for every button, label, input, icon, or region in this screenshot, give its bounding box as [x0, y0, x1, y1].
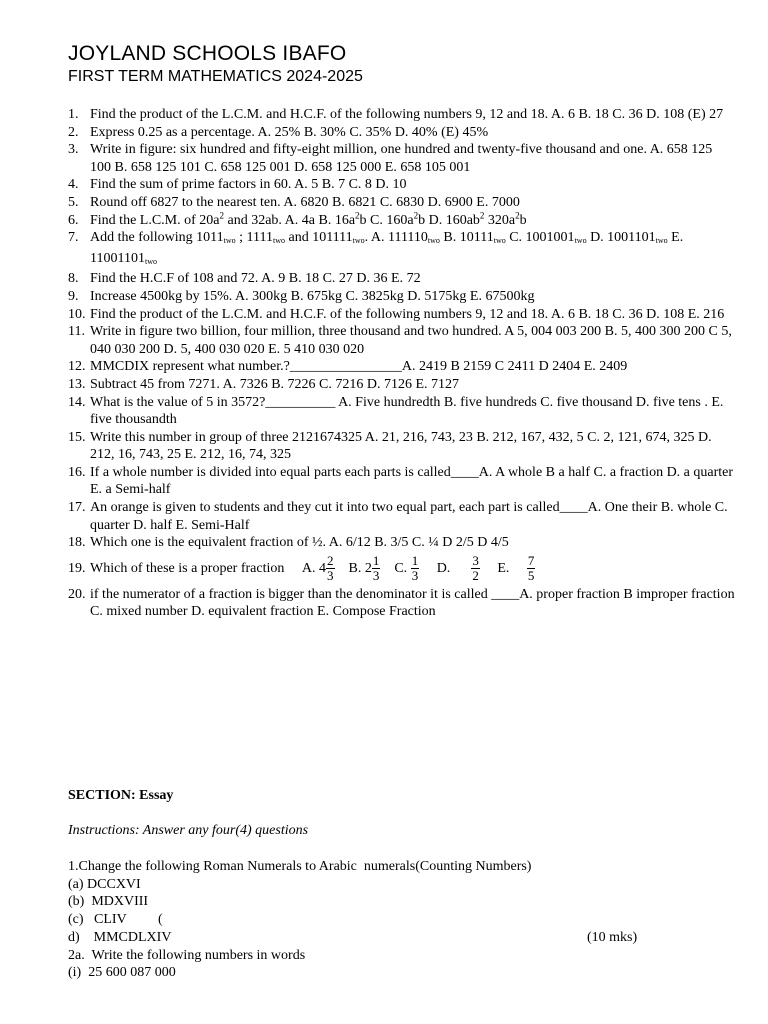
fraction-option-a: $\frac{2}{3}$	[327, 553, 334, 584]
essay-line: (i) 25 600 087 000	[68, 965, 176, 981]
question-2: 2. Express 0.25 as a percentage. A. 25% B. 30% C. 35% D. 40% (E) 45%	[68, 124, 489, 140]
essay-line: (c) CLIV (	[68, 912, 163, 928]
instructions: Instructions: Answer any four(4) questions	[68, 823, 309, 838]
question-8: 8. Find the H.C.F of 108 and 72. A. 9 B. 18 C. 27 D. 36 E. 72	[68, 271, 421, 287]
question-14: 14. What is the value of 5 in 3572?__________ A. Five hundredth B. five hundreds C. five thousand D. five tens . E. five thousandth	[68, 394, 724, 428]
fraction-option-d: $\frac{3}{2}$	[472, 553, 479, 584]
question-6: 6. Find the L.C.M. of $20a^2$ and 32ab. A. 4a B. $16a^2b$ C. $160a^2b$ D. $160ab^2$ $320a^2b$	[68, 209, 527, 228]
question-18: 18. Which one is the equivalent fraction of ½. A. 6/12 B. 3/5 C. ¼ D 2/5 D 4/5	[68, 535, 509, 551]
question-1: 1. Find the product of the L.C.M. and H.C.F. of the following numbers 9, 12 and 18. A. 6 B. 18 C. 36 D. 108 (E) 27	[68, 107, 724, 122]
question-16: 16. If a whole number is divided into equal parts each parts is called____A. A whole B a half C. a fraction D. a quarter E. a Semi-half	[68, 464, 734, 498]
question-3: 3. Write in figure: six hundred and fifty-eight million, one hundred and twenty-five thousand and one. A. 658 125 100 B. 658 125 101 C. 658 125 001 D. 658 125 000 E. 658 105 001	[68, 142, 713, 175]
question-17: 17. An orange is given to students and they cut it into two equal part, each part is called____A. One their B. whole C. quarter D. half E. Semi-Half	[68, 500, 728, 533]
fraction-option-e: $\frac{7}{5}$	[527, 553, 535, 584]
question-13: 13. Subtract 45 from 7271. A. 7326 B. 7226 C. 7216 D. 7126 E. 7127	[68, 376, 460, 392]
essay-questions	[68, 858, 668, 982]
question-7: 7. Add the following $1011_{two}$ ; $1111_{two}$ and $101111_{two}$. A. $111110_{two}$ B. $10111_{two}$ C. $1001001_{two}$ D. $1001101_{two}$ E. $11001101_{two}$	[68, 230, 684, 266]
question-15: 15. Write this number in group of three 2121674325 A. 21, 216, 743, 23 B. 212, 167, 432, 5 C. 2, 121, 674, 325 D. 212, 16, 743, 25 E. 212, 16, 74, 325	[68, 429, 712, 463]
question-4: 4. Find the sum of prime factors in 60. A. 5 B. 7 C. 8 D. 10	[68, 177, 407, 193]
question-10: 10. Find the product of the L.C.M. and H.C.F. of the following numbers 9, 12 and 18. A. 6 B. 18 C. 36 D. 108 E. 216	[68, 306, 725, 322]
fraction-option-b: $\frac{1}{3}$	[372, 553, 380, 584]
question-5: 5. Round off 6827 to the nearest ten. A. 6820 B. 6821 C. 6830 D. 6900 E. 7000	[68, 194, 520, 210]
essay-line-marks: d) MMCDLXIV (10 mks)	[68, 929, 638, 945]
essay-line: 1.Change the following Roman Numerals to Arabic numerals(Counting Numbers)	[68, 859, 532, 874]
essay-line: 2a. Write the following numbers in words	[68, 947, 306, 963]
section-heading: SECTION: Essay	[68, 788, 174, 803]
objective-questions	[68, 106, 736, 621]
exam-title: FIRST TERM MATHEMATICS 2024-2025	[68, 68, 363, 85]
marks-label: (10 mks)	[587, 929, 638, 945]
fraction-option-c: $\frac{1}{3}$	[411, 553, 419, 584]
question-20: 20. if the numerator of a fraction is bigger than the denominator it is called ____A. proper fraction B improper fraction C. mixed number D. equivalent fraction E. Compose Fraction	[68, 586, 735, 620]
school-name: JOYLAND SCHOOLS IBAFO	[68, 42, 347, 65]
question-12: 12. MMCDIX represent what number.?________________A. 2419 B 2159 C 2411 D 2404 E. 2409	[68, 359, 628, 375]
question-11: 11. Write in figure two billion, four million, three thousand and two hundred. A 5, 004 003 200 B. 5, 400 300 200 C 5, 040 030 200 D. 5, 400 030 020 E. 5 410 030 020	[68, 324, 732, 357]
essay-line: (b) MDXVIII	[68, 894, 149, 910]
question-19: 19. Which of these is a proper fraction A. 4 $\frac{2}{3}$ B. 2 $\frac{1}{3}$ C. $\frac{1}{3}$ D. $\frac{3}{2}$ E. $\frac{7}{5}$	[68, 553, 535, 584]
question-9: 9. Increase 4500kg by 15%. A. 300kg B. 675kg C. 3825kg D. 5175kg E. 67500kg	[68, 288, 535, 304]
essay-line: (a) DCCXVI	[68, 876, 141, 892]
